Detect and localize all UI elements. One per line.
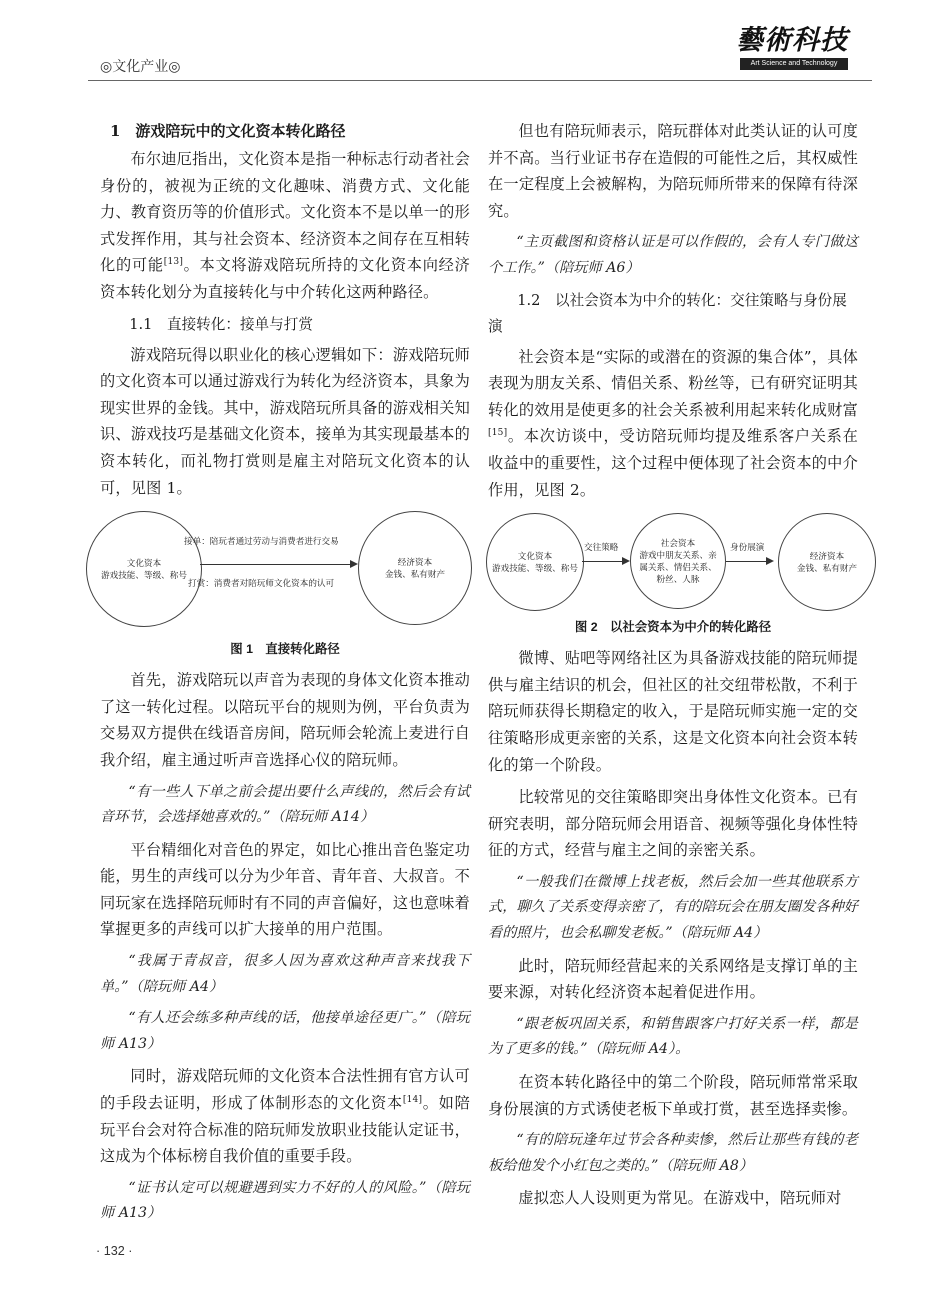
node-title: 经济资本 — [809, 551, 845, 562]
left-column — [100, 118, 470, 1233]
paragraph: 比较常见的交往策略即突出身体性文化资本。已有研究表明，部分陪玩师会用语音、视频等强化身体性特征的方式，经营与雇主之间的亲密关系。 — [488, 788, 858, 860]
paragraph — [100, 1063, 470, 1169]
paragraph — [100, 146, 470, 306]
paragraph: 虚拟恋人人设则更为常见。在游戏中，陪玩师对 — [518, 1189, 842, 1208]
figure-1-diagram — [100, 509, 470, 633]
paragraph: 微博、贴吧等网络社区为具备游戏技能的陪玩师提供与雇主结识的机会，但社区的社交纽带松散，不利于陪玩师获得长期稳定的收入，于是陪玩师实施一定的交往策略形成更亲密的关系，这是文化资本向社会资本转化的第一个阶段。 — [488, 649, 858, 774]
node-title: 社会资本 — [660, 538, 696, 549]
paragraph: 平台精细化对音色的界定，如比心推出音色鉴定功能，男生的声线可以分为少年音、青年音、大叔音。不同玩家在选择陪玩师时有不同的声音偏好，这也意味着掌握更多的声线可以扩大接单的用户范围。 — [100, 840, 470, 939]
interview-quote: “主页截图和资格认证是可以作假的，会有人专门做这个工作。”（陪玩师 A6） — [488, 234, 858, 276]
section-heading-1: 1 游戏陪玩中的文化资本转化路径 — [110, 122, 346, 140]
node-subtitle: 金钱、私有财产 — [384, 569, 446, 580]
paragraph: 此时，陪玩师经营起来的关系网络是支撑订单的主要来源，对转化经济资本起着促进作用。 — [488, 956, 858, 1002]
arrow-label-social-strategy: 交往策略 — [584, 542, 619, 553]
arrow-line — [200, 564, 352, 565]
social-capital-node — [630, 513, 726, 609]
interview-quote: “一般我们在微博上找老板，然后会加一些其他联系方式，聊久了关系变得亲密了，有的陪玩会在朋友圈发各种好看的照片，也会私聊发老板。”（陪玩师 A4） — [488, 873, 858, 942]
figure-2-diagram — [488, 511, 858, 611]
node-subtitle: 游戏技能、等级、称号 — [101, 570, 187, 581]
arrow-line — [726, 561, 768, 562]
citation: [14] — [402, 1094, 423, 1105]
text-run: 。如陪玩平台会对符合标准的陪玩师发放职业技能认定证书，这成为个体标榜自我价值的重要手段。 — [100, 1094, 470, 1166]
figure-2-caption: 图 2 以社会资本为中介的转化路径 — [574, 620, 772, 635]
arrow-line — [582, 561, 624, 562]
citation: [15] — [488, 428, 508, 439]
interview-quote: “有一些人下单之前会提出要什么声线的，然后会有试音环节，会选择她喜欢的。”（陪玩师 A14） — [100, 783, 470, 826]
paragraph — [488, 344, 858, 504]
logo-subtitle: Art Science and Technology — [740, 58, 848, 70]
figure-1-caption: 图 1 直接转化路径 — [230, 642, 340, 657]
interview-quote: “有的陪玩逢年过节会各种卖惨，然后让那些有钱的老板给他发个小红包之类的。”（陪玩师 A8） — [488, 1132, 858, 1174]
interview-quote: “我属于青叔音，很多人因为喜欢这种声音来找我下单。”（陪玩师 A4） — [100, 953, 470, 995]
text-run: 。本次访谈中，受访陪玩师均提及维系客户关系在收益中的重要性，这个过程中便体现了社会资本的中介作用，见图 2。 — [488, 427, 858, 499]
node-title: 文化资本 — [517, 551, 553, 562]
arrow-label-reward: 打赏：消费者对陪玩师文化资本的认可 — [188, 578, 335, 589]
text-run: 。本文将游戏陪玩所持的文化资本向经济资本转化划分为直接转化与中介转化这两种路径。 — [100, 256, 470, 301]
section-heading-1-2: 1.2 以社会资本为中介的转化：交往策略与身份展演 — [488, 291, 847, 335]
page-number: · 132 · — [96, 1244, 133, 1258]
cultural-capital-node — [486, 513, 584, 611]
logo-text: 藝術科技 — [736, 25, 848, 56]
economic-capital-node — [778, 513, 876, 611]
node-subtitle: 金钱、私有财产 — [796, 563, 858, 574]
text-run: 社会资本是“实际的或潜在的资源的集合体”，具体表现为朋友关系、情侣关系、粉丝等，已有研究证明其转化的效用是使更多的社会关系被利用起来转化成财富 — [488, 347, 858, 419]
citation: [13] — [163, 257, 184, 268]
paragraph: 游戏陪玩得以职业化的核心逻辑如下：游戏陪玩师的文化资本可以通过游戏行为转化为经济资本，具象为现实世界的金钱。其中，游戏陪玩所具备的游戏相关知识、游戏技巧是基础文化资本，接单为其实现最基本的资本转化，而礼物打赏则是雇主对陪玩文化资本的认可，见图 1。 — [100, 345, 470, 497]
header-rule — [88, 80, 872, 81]
interview-quote: “跟老板巩固关系，和销售跟客户打好关系一样，都是为了更多的钱。”（陪玩师 A4）。 — [488, 1015, 858, 1058]
arrow-label-order: 接单：陪玩者通过劳动与消费者进行交易 — [184, 536, 339, 547]
paragraph: 首先，游戏陪玩以声音为表现的身体文化资本推动了这一转化过程。以陪玩平台的规则为例，平台负责为交易双方提供在线语音房间，陪玩师会轮流上麦进行自我介绍，雇主通过听声音选择心仪的陪玩师。 — [100, 671, 470, 769]
section-heading-1-1: 1.1 直接转化：接单与打赏 — [129, 315, 313, 333]
paragraph: 但也有陪玩师表示，陪玩群体对此类认证的认可度并不高。当行业证书存在造假的可能性之后，其权威性在一定程度上会被解构，为陪玩师所带来的保障有待深究。 — [488, 122, 858, 220]
paragraph: 在资本转化路径中的第二个阶段，陪玩师常常采取身份展演的方式诱使老板下单或打赏，甚至选择卖惨。 — [488, 1073, 858, 1118]
text-run: 布尔迪厄指出，文化资本是指一种标志行动者社会身份的，被视为正统的文化趣味、消费方式、文化能力、教育资历等的价值形式。文化资本不是以单一的形式发挥作用，其与社会资本、经济资本之间存在互相转化的可能 — [100, 150, 470, 275]
arrow-label-identity-performance: 身份展演 — [730, 542, 765, 553]
arrow-head — [350, 560, 358, 568]
arrow-head — [766, 557, 774, 565]
right-column — [488, 118, 858, 1218]
node-title: 文化资本 — [126, 558, 162, 569]
running-head-section: ◎文化产业◎ — [100, 58, 181, 74]
node-subtitle: 游戏中朋友关系、亲属关系、情侣关系、粉丝、人脉 — [639, 550, 717, 585]
journal-logo — [736, 24, 848, 72]
economic-capital-node — [358, 511, 472, 625]
interview-quote: “证书认定可以规避遇到实力不好的人的风险。”（陪玩师 A13） — [100, 1179, 470, 1222]
interview-quote: “有人还会练多种声线的话，他接单途径更广。”（陪玩师 A13） — [100, 1010, 470, 1052]
cultural-capital-node — [86, 511, 202, 627]
node-title: 经济资本 — [397, 557, 433, 568]
arrow-head — [622, 557, 630, 565]
text-run: 同时，游戏陪玩师的文化资本合法性拥有官方认可的手段去证明，形成了体制形态的文化资本 — [100, 1067, 470, 1113]
node-subtitle: 游戏技能、等级、称号 — [492, 563, 578, 574]
